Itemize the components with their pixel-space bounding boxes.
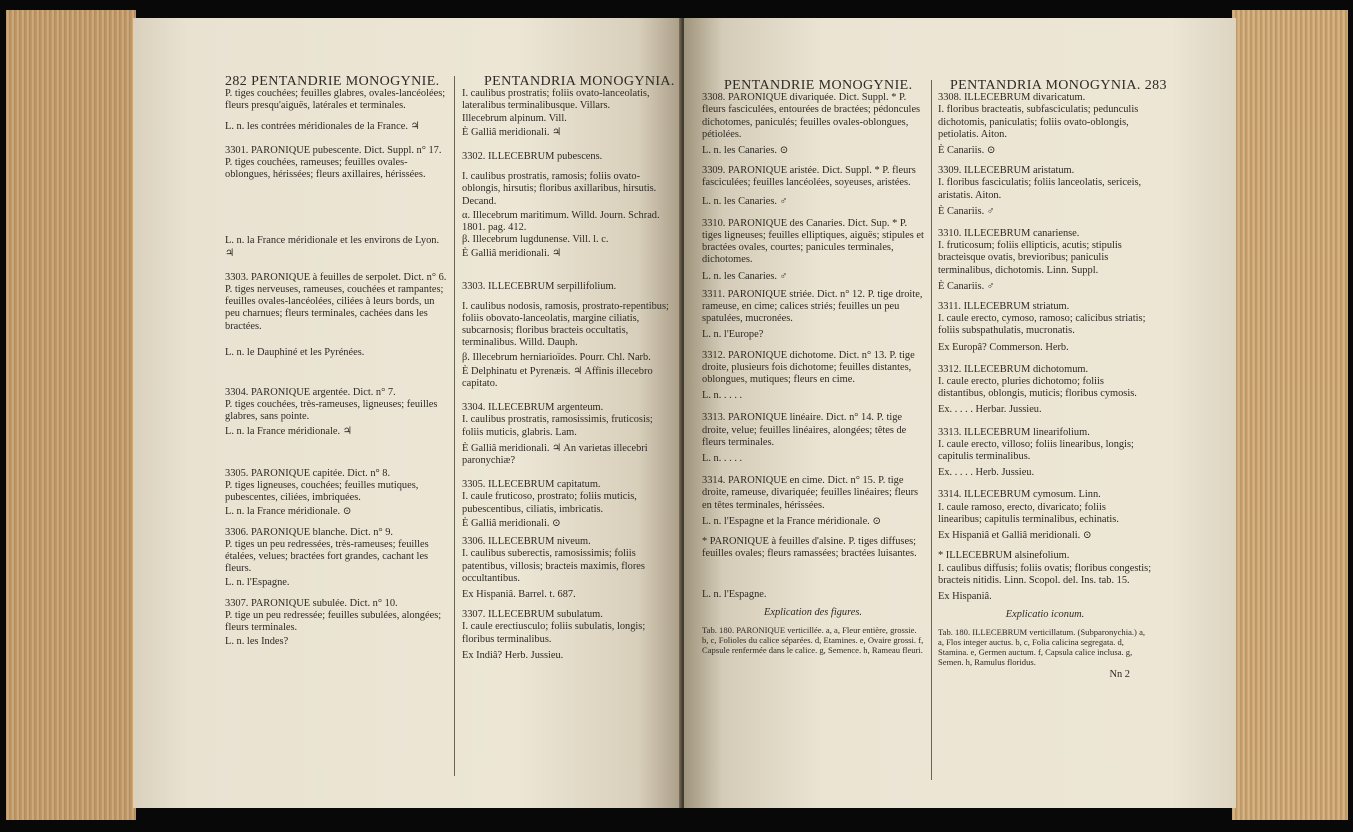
entry-text: I. caule erectiusculo; foliis subulatis, longis; floribus terminalibus. xyxy=(462,621,646,645)
entry-text: È Galliâ meridionali. ♃ xyxy=(462,248,562,260)
entry-text: È Canariis. ♂ xyxy=(938,280,995,292)
entry-text: 3310. ILLECEBRUM canariense. xyxy=(938,228,1080,240)
entry-text: * PARONIQUE à feuilles d'alsine. P. tiges diffuses; feuilles ovales; fleurs ramassées; bractées luisantes. xyxy=(702,536,917,560)
entry-text: È Canariis. ♂ xyxy=(938,205,995,217)
entry-text: P. tiges couchées, rameuses; feuilles ovales-oblongues, hérissées; fleurs axillaires, hérissées. xyxy=(225,157,426,181)
entry-text: L. n. la France méridionale et les environs de Lyon. ♃ xyxy=(225,235,440,259)
entry-text: P. tige un peu redressée; feuilles subulées, alongées; fleurs terminales. xyxy=(225,609,442,634)
entry-text: L. n. l'Espagne. xyxy=(225,577,290,589)
entry-text: L. n. la France méridionale. ⊙ xyxy=(225,506,352,518)
entry-text: I. caulibus prostratis, ramosissimis, fruticosis; foliis muticis, glabris. Lam. xyxy=(462,414,653,438)
entry-text: Ex Europâ? Commerson. Herb. xyxy=(938,341,1069,353)
entry-text: È Delphinatu et Pyrenæis. ♃ Affinis illecebro capitato. xyxy=(462,365,653,390)
entry-text: 3307. PARONIQUE subulée. Dict. n° 10. xyxy=(225,597,398,609)
entry-text: 3304. PARONIQUE argentée. Dict. n° 7. xyxy=(225,387,396,399)
entry-text: 3308. ILLECEBRUM divaricatum. xyxy=(938,92,1086,104)
entry-text: 3309. PARONIQUE aristée. Dict. Suppl. * P. fleurs fasciculées; feuilles lancéolées, soyeuses, aristées. xyxy=(702,165,916,189)
entry-text: 3314. PARONIQUE en cime. Dict. n° 15. P. tige droite, rameuse, divariquée; feuilles linéaires; fleurs en têtes terminales, hérissées. xyxy=(702,475,919,511)
entry-text: 3313. PARONIQUE linéaire. Dict. n° 14. P. tige droite, velue; feuilles linéaires, alongées; têtes de fleurs terminales. xyxy=(702,412,907,448)
entry-text: β. Illecebrum lugdunense. Vill. l. c. xyxy=(462,234,609,246)
column-divider xyxy=(931,80,932,780)
entry-text: I. caule ramoso, erecto, divaricato; foliis linearibus; capitulis terminalibus, echinatis. xyxy=(938,501,1119,525)
entry-text: Ex. . . . . Herb. Jussieu. xyxy=(938,467,1035,479)
entry-text: È Canariis. ⊙ xyxy=(938,145,996,157)
entry-text: I. caulibus prostratis, ramosis; foliis ovato-oblongis, hirsutis; floribus axillaribus, hirsutis. Decand. xyxy=(462,171,657,207)
entry-text: 3305. PARONIQUE capitée. Dict. n° 8. xyxy=(225,467,391,479)
entry-text: Ex Indiâ? Herb. Jussieu. xyxy=(462,649,564,661)
right-page xyxy=(684,18,1236,808)
entry-text: 3305. ILLECEBRUM capitatum. xyxy=(462,479,601,491)
entry-text: I. caule erecto, villoso; foliis linearibus, longis; capitulis terminalibus. xyxy=(938,438,1134,463)
entry-text: 3314. ILLECEBRUM cymosum. Linn. xyxy=(938,489,1101,501)
entry-text: L. n. l'Europe? xyxy=(702,329,764,341)
left-column-latin xyxy=(462,76,674,662)
entry-text: È Galliâ meridionali. ♃ An varietas illecebri paronychiæ? xyxy=(462,442,648,467)
entries xyxy=(225,88,447,648)
entry-text: È Galliâ meridionali. ♃ xyxy=(462,126,562,138)
entry-text: L. n. les contrées méridionales de la France. ♃ xyxy=(225,120,420,132)
entry-text: α. Illecebrum maritimum. Willd. Journ. Schrad. 1801. pag. 412. xyxy=(462,209,660,234)
entry-text: I. caulibus suberectis, ramosissimis; foliis patentibus, villosis; bracteis maximis, flores occultantibus. xyxy=(462,548,645,584)
plate-explanation: Tab. 180. ILLECEBRUM verticillatum. (Subparonychia.) a, a, Flos integer auctus. b, c, Folia calicina segregata. d, Stamina. e, Germen auctum. f, Capsula calice inclusa. g, Semen. h, Ramulus floridus. xyxy=(938,627,1146,668)
entries xyxy=(462,88,674,662)
entry-text: * ILLECEBRUM alsinefolium. xyxy=(938,550,1070,562)
entry-text: È Galliâ meridionali. ⊙ xyxy=(462,517,561,529)
running-head: PENTANDRIA MONOGYNIA. 283 xyxy=(950,78,1167,93)
entry-text: L. n. les Canaries. ⊙ xyxy=(702,145,789,157)
entry-text: β. Illecebrum herniarioïdes. Pourr. Chl. Narb. xyxy=(462,351,651,363)
entry-text: I. caule erecto, cymoso, ramoso; calicibus striatis; foliis subspathulatis, mucronatis. xyxy=(938,313,1146,337)
entry-text: L. n. la France méridionale. ♃ xyxy=(225,425,353,437)
entry-text: Ex Hispaniâ. xyxy=(938,590,992,602)
entry-text: 3303. PARONIQUE à feuilles de serpolet. Dict. n° 6. xyxy=(225,271,447,283)
entry-text: 3301. PARONIQUE pubescente. Dict. Suppl. n° 17. xyxy=(225,144,442,156)
signature-mark: Nn 2 xyxy=(1109,669,1130,681)
entry-text: L. n. le Dauphiné et les Pyrénées. xyxy=(225,346,365,358)
entry-text: I. floribus fasciculatis; foliis lanceolatis, sericeis, aristatis. Aiton. xyxy=(938,177,1142,201)
entry-text: 3311. ILLECEBRUM striatum. xyxy=(938,301,1070,313)
entry-text: I. caulibus nodosis, ramosis, prostrato-repentibus; foliis obovato-lanceolatis, margine ciliatis, subcarnosis; floribus bracteis occultatis, terminalibus. Willd. Dauph. xyxy=(462,300,669,349)
entry-text: P. tiges couchées, très-rameuses, ligneuses; feuilles glabres, sans pointe. xyxy=(225,399,438,423)
right-column-latin xyxy=(938,78,1167,682)
entry-text: P. tiges ligneuses, couchées; feuilles mutiques, pubescentes, ciliées, imbriquées. xyxy=(225,480,419,504)
entry-text: L. n. les Canaries. ♂ xyxy=(702,270,788,282)
plate-caption: Explicatio iconum. xyxy=(1005,609,1085,621)
entry-text: 3312. ILLECEBRUM dichotomum. xyxy=(938,363,1089,375)
entry-text: 3307. ILLECEBRUM subulatum. xyxy=(462,609,603,621)
entry-text: 3311. PARONIQUE striée. Dict. n° 12. P. tige droite, rameuse, en cime; calices striés; feuilles un peu spatulées, mucronées. xyxy=(702,288,923,325)
plate-caption: Explication des figures. xyxy=(763,606,863,618)
running-head: PENTANDRIA MONOGYNIA. xyxy=(484,74,675,89)
entry-text: I. caulibus diffusis; foliis ovatis; floribus congestis; bracteis nitidis. Linn. Scopol. del. Ins. tab. 15. xyxy=(938,562,1152,586)
book-edge-right xyxy=(1232,10,1348,820)
left-column-french xyxy=(225,76,447,649)
entry-text: I. floribus bracteatis, subfasciculatis; pedunculis dichotomis, paniculatis; foliis ovato-oblongis, petiolatis. Aiton. xyxy=(938,104,1139,140)
entry-text: L. n. . . . . xyxy=(702,453,743,465)
book-edge-left xyxy=(6,10,136,820)
entries xyxy=(702,92,924,601)
entry-text: I. caulibus prostratis; foliis ovato-lanceolatis, lateralibus terminalibusque. Villars. xyxy=(462,88,650,112)
running-head: 282 PENTANDRIE MONOGYNIE. xyxy=(225,74,440,89)
running-head: PENTANDRIE MONOGYNIE. xyxy=(724,78,913,93)
entry-text: 3303. ILLECEBRUM serpillifolium. xyxy=(462,280,617,292)
entry-text: 3313. ILLECEBRUM linearifolium. xyxy=(938,426,1090,438)
right-column-french xyxy=(702,80,924,655)
entry-text: 3306. ILLECEBRUM niveum. xyxy=(462,536,591,548)
entry-text: P. tiges nerveuses, rameuses, couchées et rampantes; feuilles ovales-lancéolées, ciliées à leurs bords, un peu charnues; fleurs terminales, cachées dans les bractées. xyxy=(225,284,444,332)
entry-text: 3308. PARONIQUE divariquée. Dict. Suppl. * P. fleurs fasciculées, entourées de bractées; pédoncules dichotomes, paniculés; feuilles ovales-oblongues, pétiolées. xyxy=(702,92,921,140)
entry-text: Ex Hispaniâ et Galliâ meridionali. ⊙ xyxy=(938,530,1092,542)
entry-text: I. caule erecto, pluries dichotomo; foliis distantibus, oblongis, muticis; floribus cymosis. xyxy=(938,376,1137,400)
entry-text: L. n. . . . . xyxy=(702,390,743,402)
column-divider xyxy=(454,76,455,776)
entry-text: Ex Hispaniâ. Barrel. t. 687. xyxy=(462,588,576,600)
entry-text: L. n. l'Espagne et la France méridionale. ⊙ xyxy=(702,515,882,527)
entry-text: Illecebrum alpinum. Vill. xyxy=(462,112,567,124)
entry-text: L. n. les Canaries. ♂ xyxy=(702,195,788,207)
entry-text: 3304. ILLECEBRUM argenteum. xyxy=(462,402,604,414)
entry-text: 3310. PARONIQUE des Canaries. Dict. Sup. * P. tiges ligneuses; feuilles elliptiques, aiguës; stipules et bractées ovales, courtes; panicules terminales, dichotomes. xyxy=(702,217,924,266)
entry-text: L. n. les Indes? xyxy=(225,636,289,648)
entry-text: P. tiges un peu redressées, très-rameuses; feuilles étalées, velues; bractées fort grandes, cachant les fleurs. xyxy=(225,538,429,575)
entry-text: 3309. ILLECEBRUM aristatum. xyxy=(938,165,1075,177)
entry-text: Ex. . . . . Herbar. Jussieu. xyxy=(938,404,1042,416)
entry-text: I. fruticosum; foliis ellipticis, acutis; stipulis bracteisque ovatis, brevioribus; paniculis terminalibus, dichotomis. Linn. Suppl. xyxy=(938,240,1122,276)
plate-explanation: Tab. 180. PARONIQUE verticillée. a, a, Fleur entière, grossie. b, c, Folioles du calice séparées. d, Etamines. e, Ovaire grossi. f, Capsule renfermée dans le calice. g, Semence. h, Rameau fleuri. xyxy=(702,624,924,655)
entries xyxy=(938,92,1152,603)
entry-text: I. caule fruticoso, prostrato; foliis muticis, pubescentibus, ciliatis, imbricatis. xyxy=(462,491,637,515)
entry-text: 3312. PARONIQUE dichotome. Dict. n° 13. P. tige droite, plusieurs fois dichotome; feuilles distantes, oblongues, mutiques; fleurs en cime. xyxy=(702,349,915,386)
entry-text: 3306. PARONIQUE blanche. Dict. n° 9. xyxy=(225,526,393,538)
left-page xyxy=(133,18,682,808)
entry-text: P. tiges couchées; feuilles glabres, ovales-lancéolées; fleurs presqu'aiguës, latérales et terminales. xyxy=(225,88,446,112)
entry-text: L. n. l'Espagne. xyxy=(702,588,767,600)
entry-text: 3302. ILLECEBRUM pubescens. xyxy=(462,151,603,163)
